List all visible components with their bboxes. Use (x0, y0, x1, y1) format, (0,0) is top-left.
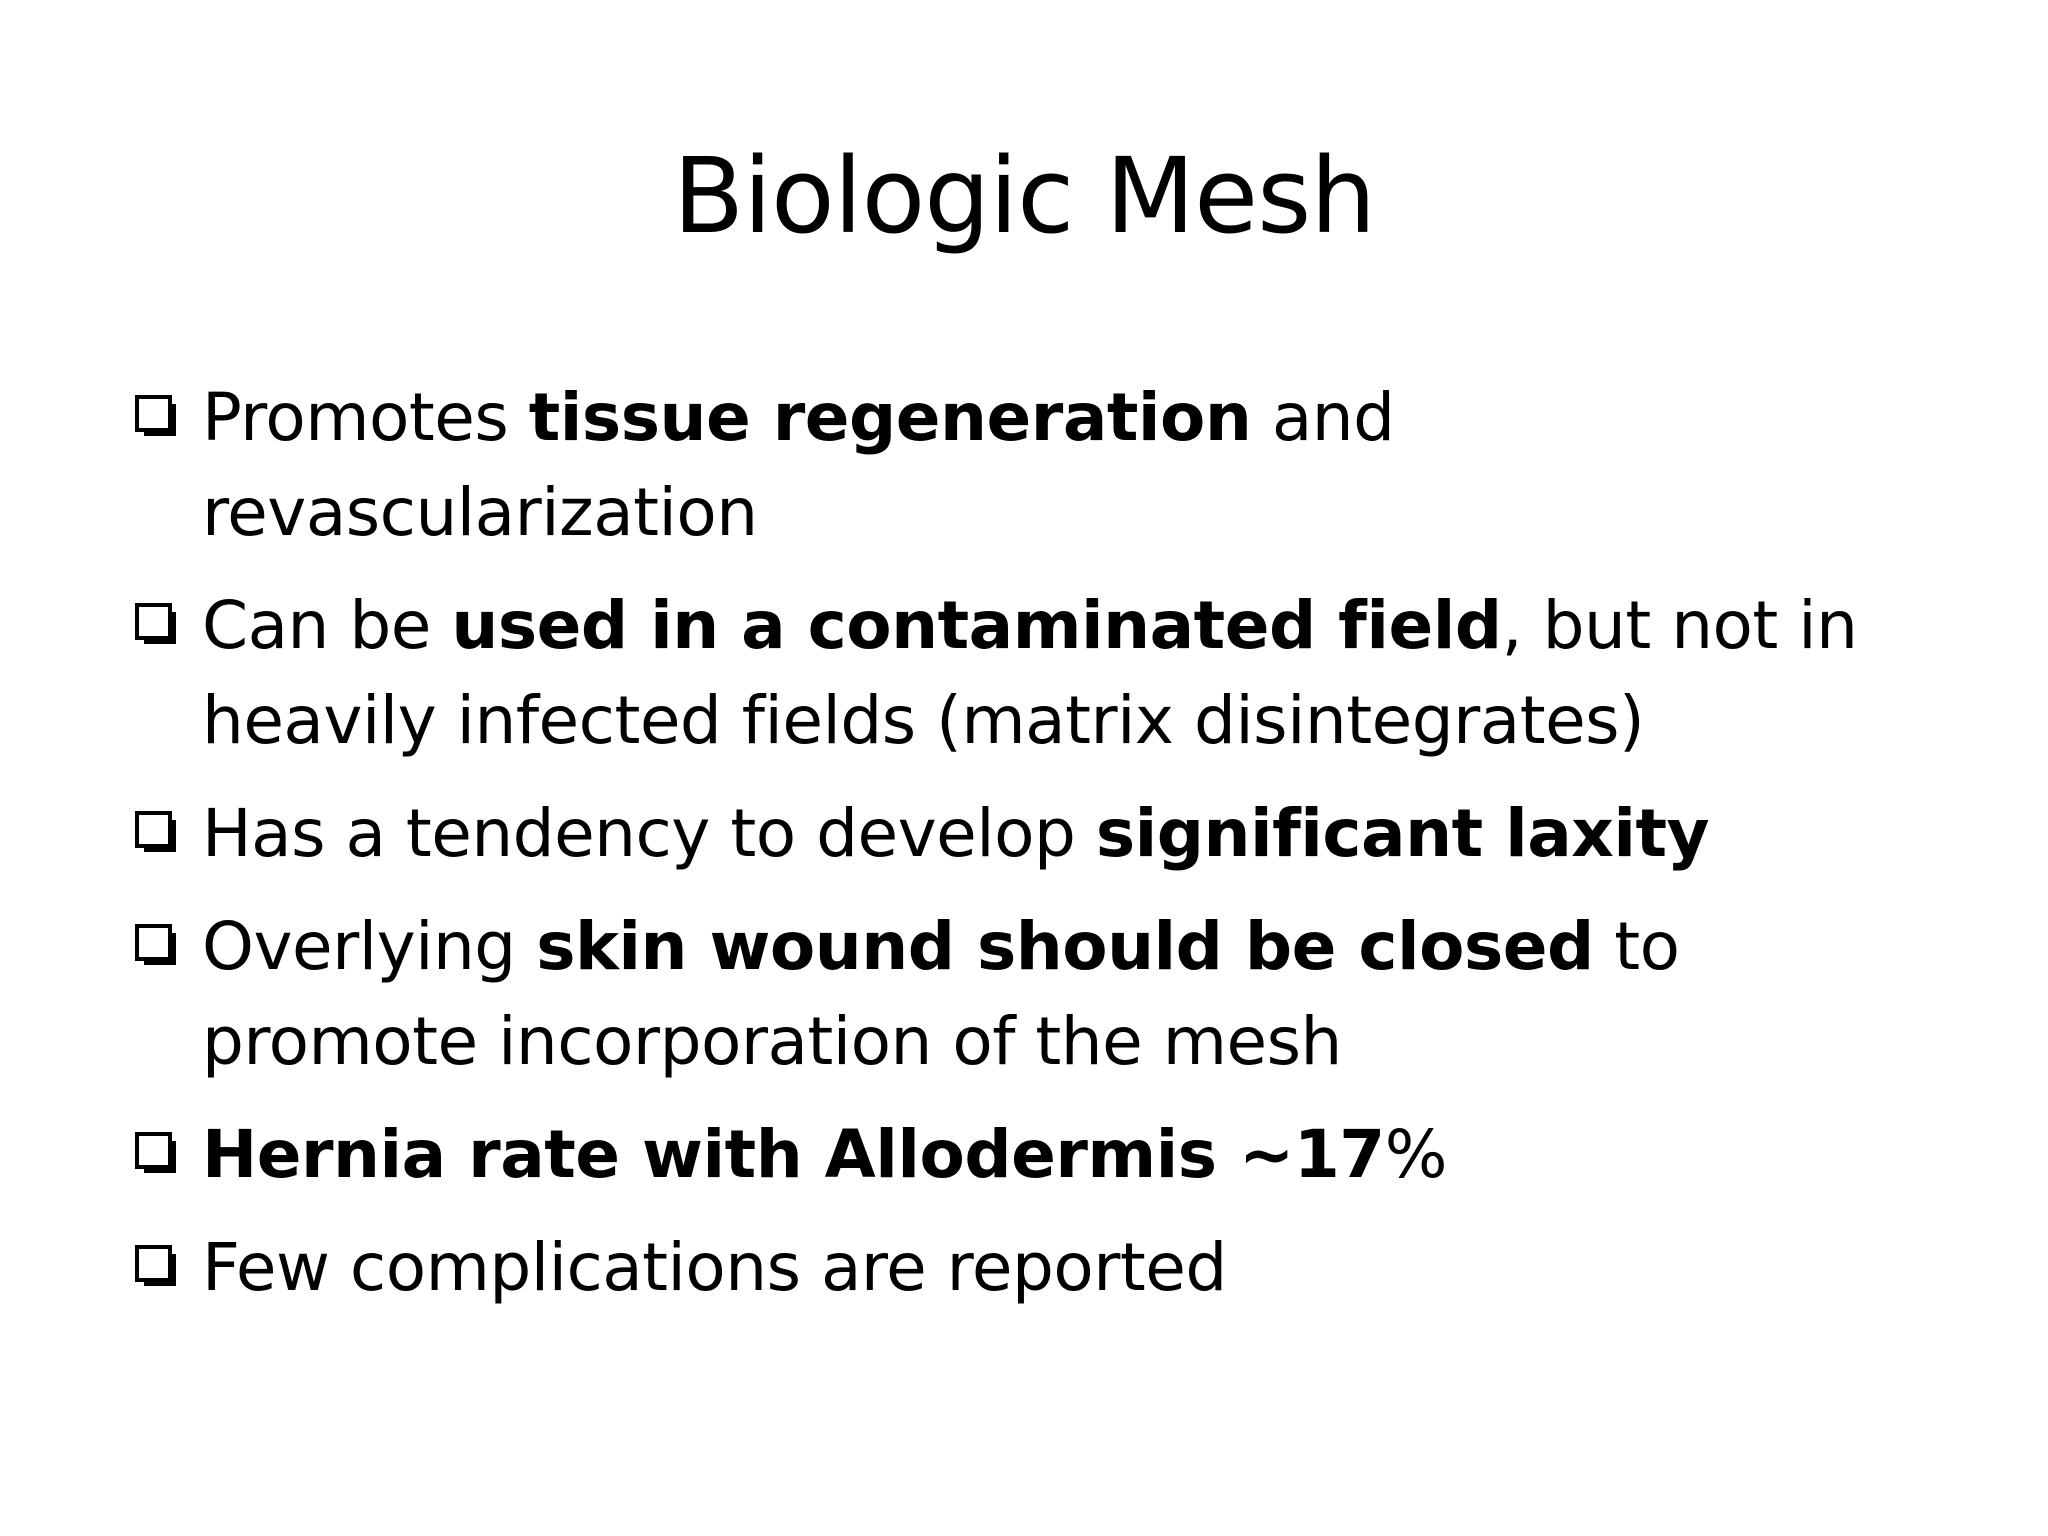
bullet-item (130, 578, 1930, 768)
bullet-bold-text: skin wound should be closed (536, 908, 1594, 985)
bullet-item (130, 1220, 1930, 1315)
bullet-bold-text: Hernia rate with Allodermis ~17 (202, 1116, 1385, 1193)
checkbox-outline-icon (134, 1244, 180, 1290)
checkbox-outline-icon (134, 1131, 180, 1177)
bullet-item (130, 1107, 1930, 1202)
bullet-bold-text: significant laxity (1095, 795, 1710, 872)
bullet-text: Promotes (202, 379, 529, 456)
checkbox-outline-icon (134, 923, 180, 969)
checkbox-outline-icon (134, 602, 180, 648)
bullet-text: % (1384, 1116, 1447, 1193)
bullet-text: Has a tendency to develop (202, 795, 1096, 872)
bullet-bold-text: tissue regeneration (528, 379, 1252, 456)
bullet-text: Can be (202, 587, 452, 664)
bullet-text: to promote incorporation of the mesh (202, 908, 1680, 1080)
bullet-item (130, 786, 1930, 881)
bullet-item (130, 899, 1930, 1089)
checkbox-outline-icon (134, 394, 180, 440)
checkbox-outline-icon (134, 810, 180, 856)
bullet-text: Overlying (202, 908, 537, 985)
bullet-text: Few complications are reported (202, 1229, 1227, 1306)
bullet-list (130, 370, 1930, 1333)
slide-title: Biologic Mesh (672, 135, 1376, 257)
bullet-text: and revascularization (202, 379, 1395, 551)
bullet-text: , but not in heavily infected fields (matrix disintegrates) (202, 587, 1858, 759)
bullet-item (130, 370, 1930, 560)
bullet-bold-text: used in a contaminated field (451, 587, 1502, 664)
